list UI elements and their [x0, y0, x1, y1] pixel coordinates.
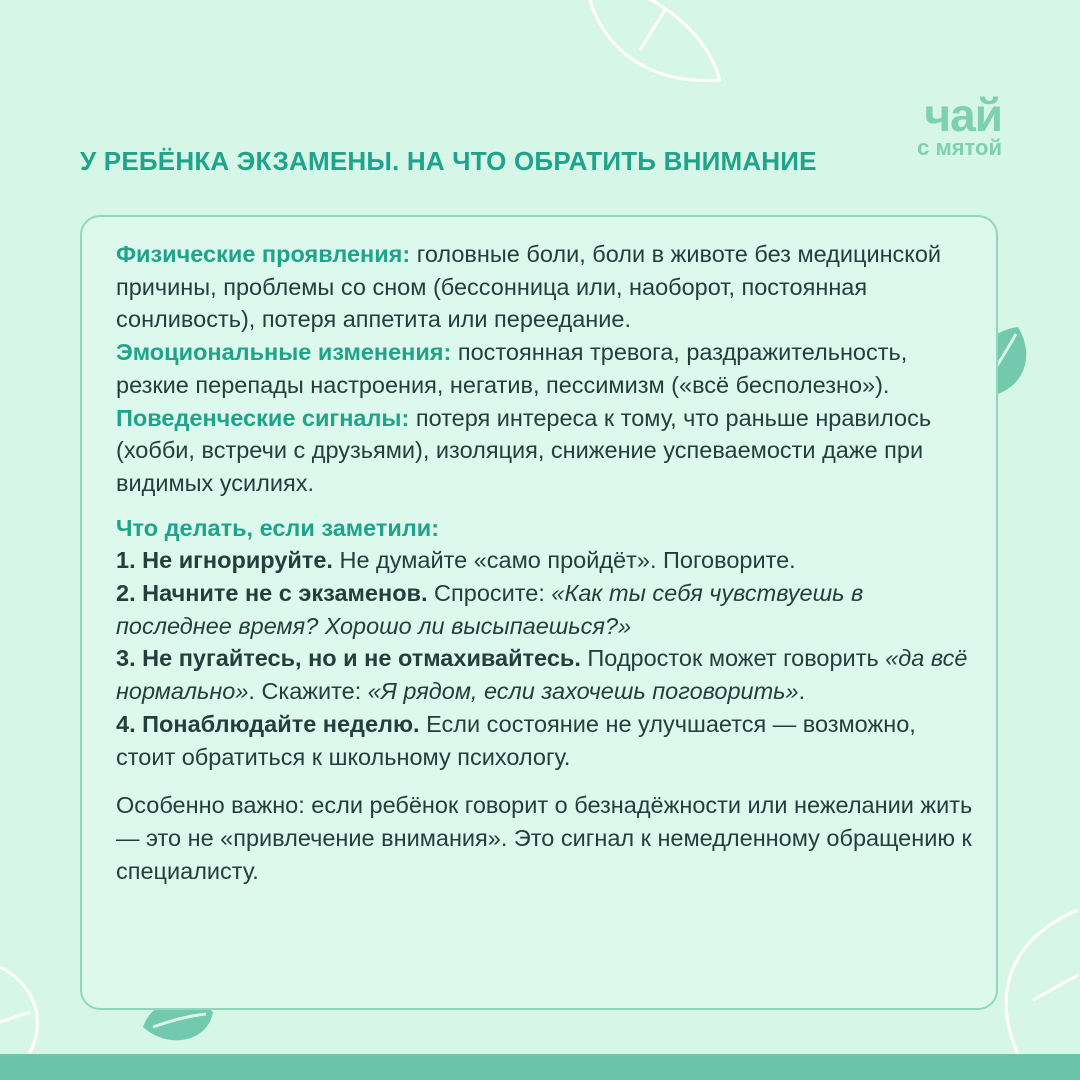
- action-3-text3: .: [798, 678, 806, 705]
- action-1-text: Не думайте «само пройдёт». Поговорите.: [332, 547, 796, 574]
- important-label: Особенно важно:: [116, 792, 305, 819]
- action-3-text2: . Скажите:: [248, 678, 368, 705]
- action-3-quote1: «да всё нормально»: [116, 645, 968, 705]
- page-title: У РЕБЁНКА ЭКЗАМЕНЫ. НА ЧТО ОБРАТИТЬ ВНИМАНИЕ: [80, 146, 817, 176]
- behavioral-text: потеря интереса к тому, что раньше нравилось (хобби, встречи с друзьями), изоляция, снижение успеваемости даже при видимых усилиях.: [116, 404, 932, 496]
- important-text: если ребёнок говорит о безнадёжности или нежелании жить — это не «привлечение внимания». Это сигнал к немедленному обращению к специалисту.: [116, 792, 973, 884]
- action-item-3: [116, 642, 976, 707]
- action-3-text1: Подросток может говорить: [580, 645, 886, 672]
- bottom-bar: [0, 1054, 1080, 1080]
- action-3-bold: 3. Не пугайтесь, но и не отмахивайтесь.: [116, 645, 581, 672]
- behavioral-heading: Поведенческие сигналы:: [116, 404, 410, 431]
- leaf-outline-top-icon: [570, 0, 740, 100]
- physical-section: [116, 238, 976, 336]
- action-2-text: Спросите:: [427, 580, 552, 607]
- logo-line1: чай: [924, 89, 1002, 141]
- important-note: [116, 789, 976, 887]
- action-2-quote: «Как ты себя чувствуешь в последнее время? Хорошо ли высыпаешься?»: [116, 580, 864, 639]
- physical-heading: Физические проявления:: [116, 241, 411, 267]
- emotional-section: [116, 336, 976, 401]
- actions-heading: Что делать, если заметили:: [116, 514, 440, 541]
- action-4-bold: 4. Понаблюдайте неделю.: [116, 710, 420, 737]
- action-4-text: Если состояние не улучшается — возможно, стоит обратиться к школьному психологу.: [116, 710, 916, 770]
- action-1-bold: 1. Не игнорируйте.: [116, 547, 333, 574]
- emotional-text: постоянная тревога, раздражительность, резкие перепады настроения, негатив, пессимизм («всё бесполезно»).: [116, 339, 908, 398]
- action-2-bold: 2. Начните не с экзаменов.: [116, 580, 428, 607]
- action-item-2: [116, 577, 976, 642]
- action-3-quote2: «Я рядом, если захочешь поговорить»: [367, 678, 799, 705]
- action-item-1: [116, 544, 976, 577]
- physical-text: головные боли, боли в животе без медицинской причины, проблемы со сном (бессонница или, наоборот, постоянная сонливость), потеря аппетита или переедание.: [116, 241, 942, 333]
- behavioral-section: [116, 402, 976, 500]
- logo: [890, 89, 1002, 164]
- card-content: [116, 238, 976, 887]
- action-item-4: [116, 708, 976, 773]
- emotional-heading: Эмоциональные изменения:: [116, 339, 452, 366]
- logo-line2: с мятой: [917, 135, 1002, 160]
